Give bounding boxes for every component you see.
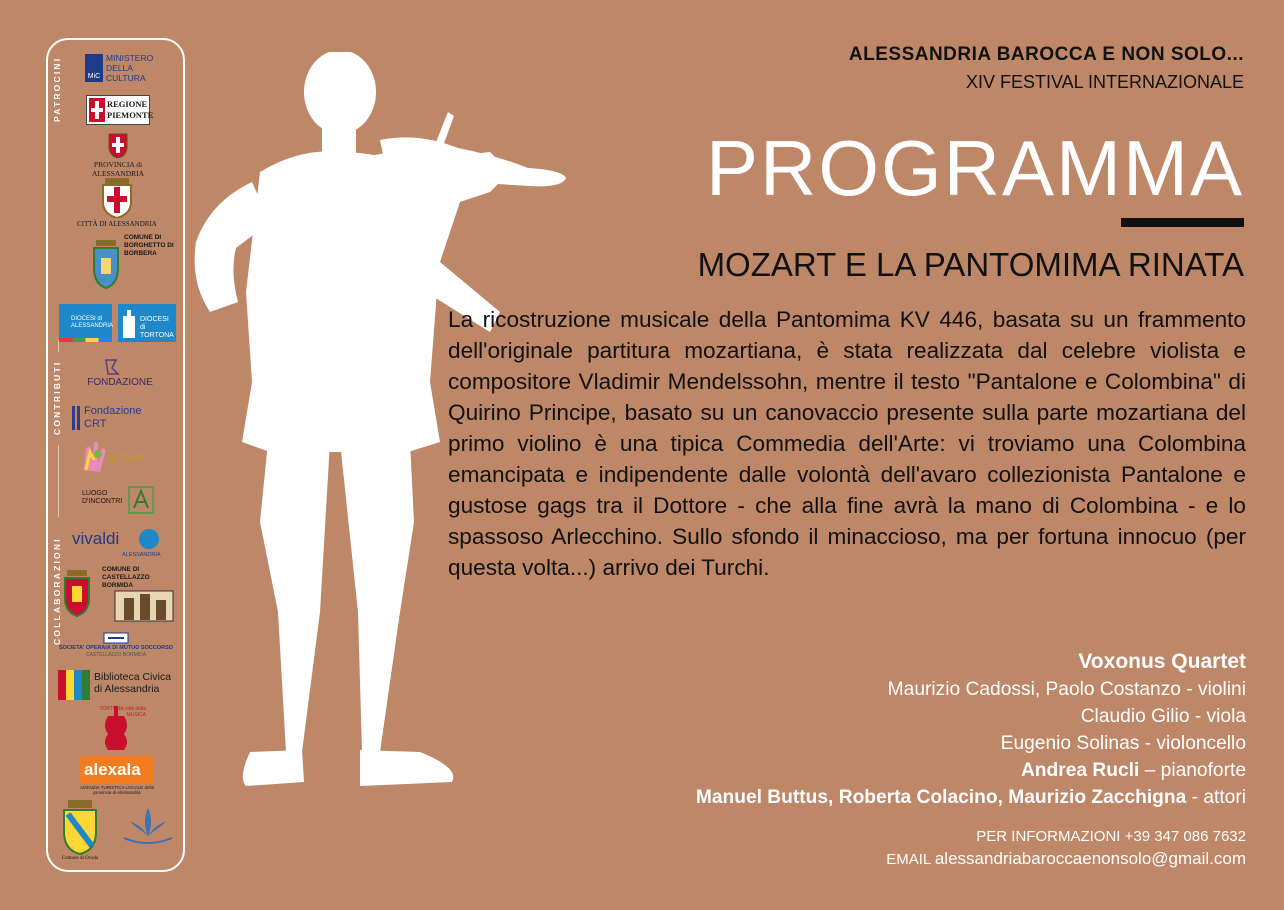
ovada-label: Comune di Ovada xyxy=(61,856,99,861)
citta-crest-icon xyxy=(99,178,135,218)
borghetto-logo xyxy=(90,234,178,296)
phone-line xyxy=(886,826,1246,848)
handshake-icon xyxy=(103,632,129,644)
section-label-patrocini: PATROCINI xyxy=(52,56,62,122)
societa-sub-label: CASTELLAZZO BORMIDA xyxy=(85,652,147,658)
ovada-crest-icon xyxy=(58,800,102,856)
tortona-musica-logo xyxy=(88,706,146,756)
ministero-mark: MiC xyxy=(87,73,101,80)
castellazzo-logo xyxy=(62,566,174,622)
credit-line-attori xyxy=(696,784,1246,811)
sponsor-sidebar xyxy=(46,38,185,872)
luogo-incontri-logo xyxy=(82,486,156,516)
credit-line-violini: Maurizio Cadossi, Paolo Costanzo - violini xyxy=(887,679,1246,700)
vivaldi-logo xyxy=(72,526,164,560)
altrope-hand-icon xyxy=(80,440,106,474)
vivaldi-label: vivaldi xyxy=(72,529,120,548)
email-line xyxy=(886,848,1246,871)
email-label: EMAIL xyxy=(886,851,935,868)
fondazione-label: FONDAZIONE xyxy=(87,377,153,388)
fondazione-crt-label: Fondazione CRT xyxy=(84,405,142,430)
section-label-contributi: CONTRIBUTI xyxy=(52,360,62,436)
altrope-label: ALTROPE xyxy=(108,454,145,463)
title-underline-bar xyxy=(1121,218,1244,227)
credit-line-viola: Claudio Gilio - viola xyxy=(1080,706,1246,727)
contact-info xyxy=(886,826,1246,871)
credit-line-violoncello: Eugenio Solinas - violoncello xyxy=(1000,733,1246,754)
vivaldi-sub-label: ALESSANDRIA xyxy=(122,552,161,558)
credit-line-pianoforte xyxy=(696,757,1246,784)
ministero-label: MINISTERO DELLA CULTURA xyxy=(106,53,154,83)
borghetto-label: COMUNE DI BORGHETTO DI BORBERA xyxy=(124,234,174,257)
page-title: PROGRAMMA xyxy=(705,124,1244,212)
program-description: La ricostruzione musicale della Pantomima KV 446, basata su un frammento dell'originale partitura mozartiana, è stata realizzata dal celebre violista e compositore Vladimir Mendelssohn, mentre il testo "Pantalone e Colombina" di Quirino Principe, basato su un canovaccio presente sulla parte mozartiana del primo violino è una tipica Commedia dell'Arte: vi troviamo una Colombina emancipata e indipendente dalle volontà dell'avaro collezionista Pantalone e gustose gags tra il Dottore - che alla fine avrà la mano di Colombina - e lo spassoso Arlecchino. Sullo sfondo il minaccioso, ma per fortuna innocuo (per questa volta...) arrivo dei Turchi. xyxy=(448,307,1246,580)
diocesi-tortona-logo xyxy=(118,304,176,342)
vivaldi-circle-icon xyxy=(138,528,160,550)
diocesi-alessandria-label: DIOCESI di ALESSANDRIA xyxy=(71,316,114,329)
biblioteca-label: Biblioteca Civica di Alessandria xyxy=(94,671,172,695)
alexala-label: alexala xyxy=(84,760,141,779)
castellazzo-crest-icon xyxy=(62,570,92,618)
luogo-a-icon xyxy=(128,486,154,514)
ensemble-name: Voxonus Quartet xyxy=(1078,650,1246,673)
tortona-musica-label: TORTONA città della MUSICA xyxy=(99,706,146,718)
castello-icon xyxy=(114,590,174,622)
fondazione-logo xyxy=(80,358,160,398)
provincia-crest-icon xyxy=(107,132,129,158)
program-subtitle: MOZART E LA PANTOMIMA RINATA xyxy=(697,246,1244,283)
societa-label: SOCIETA' OPERAIA DI MUTUO SOCCORSO xyxy=(58,645,174,651)
phone-label: PER INFORMAZIONI xyxy=(976,828,1125,845)
diocesi-alessandria-logo xyxy=(59,304,112,342)
phone-value[interactable]: +39 347 086 7632 xyxy=(1124,828,1246,845)
provincia-logo xyxy=(74,132,162,178)
lily-icon xyxy=(120,804,176,856)
castellazzo-label: COMUNE DI CASTELLAZZO BORMIDA xyxy=(102,566,150,589)
regione-label: REGIONE PIEMONTE xyxy=(107,99,154,120)
regione-logo xyxy=(86,95,154,125)
provincia-label: PROVINCIA di ALESSANDRIA xyxy=(91,160,145,178)
pianist-name: Andrea Rucli xyxy=(1020,760,1140,781)
credits-block xyxy=(696,648,1246,811)
books-icon xyxy=(58,668,90,700)
ministero-logo xyxy=(84,52,154,86)
email-value[interactable]: alessandriabaroccaenonsolo@gmail.com xyxy=(934,849,1246,868)
luogo-incontri-label: LUOGO D'INCONTRI xyxy=(82,490,123,505)
festival-title: ALESSANDRIA BAROCCA E NON SOLO... xyxy=(848,44,1244,65)
societa-logo xyxy=(52,632,180,664)
fondazione-crt-logo xyxy=(72,404,162,434)
citta-label: CITTÀ DI ALESSANDRIA xyxy=(77,220,157,228)
alexala-sub-label: AGENZIA TURISTICA LOCALE della provincia di Alessandria xyxy=(80,785,154,795)
citta-logo xyxy=(70,178,164,230)
diocesi-tortona-label: DIOCESI di TORTONA xyxy=(140,316,174,339)
actors-role: - attori xyxy=(1186,787,1246,808)
section-label-collaborazioni: COLLABORAZIONI xyxy=(52,537,62,645)
alexala-logo xyxy=(80,756,154,796)
actors-names: Manuel Buttus, Roberta Colacino, Maurizio Zacchigna xyxy=(695,787,1187,808)
festival-subtitle: XIV FESTIVAL INTERNAZIONALE xyxy=(965,72,1244,92)
borghetto-crest-icon xyxy=(90,240,122,290)
pianist-role: – pianoforte xyxy=(1139,760,1246,781)
ovada-logo xyxy=(58,800,178,864)
biblioteca-logo xyxy=(58,668,176,702)
divider xyxy=(58,445,59,517)
altrope-logo xyxy=(80,440,156,476)
